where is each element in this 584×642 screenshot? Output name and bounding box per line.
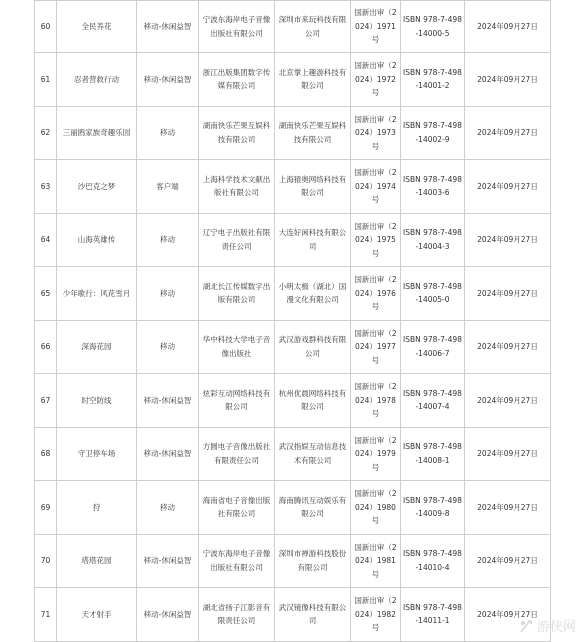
publisher-cell: 宁波东海岸电子音像出版社有限公司 [199, 1, 275, 53]
operator-cell: 北京掌上趣游科技有限公司 [275, 53, 351, 107]
table-row [35, 374, 551, 428]
publisher-cell: 上海科学技术文献出版社有限公司 [199, 160, 275, 214]
game-approval-table [34, 0, 551, 642]
approval-number-cell: 国新出审（2024）1978号 [351, 374, 401, 428]
approval-date-cell: 2024年09月27日 [465, 106, 551, 160]
approval-number-cell: 国新出审（2024）1980号 [351, 481, 401, 535]
approval-date-cell: 2024年09月27日 [465, 267, 551, 321]
approval-date-cell: 2024年09月27日 [465, 588, 551, 642]
game-name-cell: 沙巴克之梦 [57, 160, 137, 214]
isbn-cell: ISBN 978-7-498-14007-4 [401, 374, 465, 428]
table-row [35, 106, 551, 160]
isbn-cell: ISBN 978-7-498-14006-7 [401, 320, 465, 374]
game-category-cell: 移动-休闲益智 [137, 588, 199, 642]
operator-cell: 上海猿奥网络科技有限公司 [275, 160, 351, 214]
row-number-cell: 70 [35, 534, 57, 588]
game-category-cell: 移动 [137, 320, 199, 374]
game-category-cell: 客户端 [137, 160, 199, 214]
publisher-cell: 宁波东海岸电子音像出版社有限公司 [199, 534, 275, 588]
approval-number-cell: 国新出审（2024）1979号 [351, 427, 401, 481]
table-row [35, 160, 551, 214]
row-number-cell: 66 [35, 320, 57, 374]
approval-date-cell: 2024年09月27日 [465, 53, 551, 107]
approval-date-cell: 2024年09月27日 [465, 320, 551, 374]
table-row [35, 267, 551, 321]
row-number-cell: 67 [35, 374, 57, 428]
game-name-cell: 山海英雄传 [57, 213, 137, 267]
publisher-cell: 湖北省扬子江影音有限责任公司 [199, 588, 275, 642]
isbn-cell: ISBN 978-7-498-14009-8 [401, 481, 465, 535]
table-row [35, 213, 551, 267]
publisher-cell: 炫彩互动网络科技有限公司 [199, 374, 275, 428]
game-name-cell: 守卫停车场 [57, 427, 137, 481]
operator-cell: 武汉游戏群科技有限公司 [275, 320, 351, 374]
approval-date-cell: 2024年09月27日 [465, 534, 551, 588]
row-number-cell: 64 [35, 213, 57, 267]
game-category-cell: 移动 [137, 213, 199, 267]
row-number-cell: 69 [35, 481, 57, 535]
isbn-cell: ISBN 978-7-498-14005-0 [401, 267, 465, 321]
row-number-cell: 68 [35, 427, 57, 481]
game-category-cell: 移动-休闲益智 [137, 1, 199, 53]
operator-cell: 湖南快乐芒果互娱科技有限公司 [275, 106, 351, 160]
game-name-cell: 少年歌行：风花雪月 [57, 267, 137, 321]
game-name-cell: 忍者营救行动 [57, 53, 137, 107]
approval-number-cell: 国新出审（2024）1974号 [351, 160, 401, 214]
approval-number-cell: 国新出审（2024）1982号 [351, 588, 401, 642]
game-name-cell: 天才射手 [57, 588, 137, 642]
approval-date-cell: 2024年09月27日 [465, 374, 551, 428]
publisher-cell: 湖北长江传媒数字出版有限公司 [199, 267, 275, 321]
game-name-cell: 狩 [57, 481, 137, 535]
game-name-cell: 深海花园 [57, 320, 137, 374]
isbn-cell: ISBN 978-7-498-14010-4 [401, 534, 465, 588]
game-category-cell: 移动 [137, 267, 199, 321]
row-number-cell: 60 [35, 1, 57, 53]
approval-date-cell: 2024年09月27日 [465, 481, 551, 535]
operator-cell: 大连好闲科技有限公司 [275, 213, 351, 267]
operator-cell: 深圳市禅游科技股份有限公司 [275, 534, 351, 588]
publisher-cell: 湖南快乐芒果互娱科技有限公司 [199, 106, 275, 160]
approval-date-cell: 2024年09月27日 [465, 213, 551, 267]
publisher-cell: 辽宁电子出版社有限责任公司 [199, 213, 275, 267]
isbn-cell: ISBN 978-7-498-14001-2 [401, 53, 465, 107]
operator-cell: 海南腾讯互动娱乐有限公司 [275, 481, 351, 535]
approval-number-cell: 国新出审（2024）1977号 [351, 320, 401, 374]
isbn-cell: ISBN 978-7-498-14003-6 [401, 160, 465, 214]
approval-number-cell: 国新出审（2024）1975号 [351, 213, 401, 267]
site-watermark [518, 616, 576, 635]
approval-number-cell: 国新出审（2024）1972号 [351, 53, 401, 107]
approval-number-cell: 国新出审（2024）1981号 [351, 534, 401, 588]
operator-cell: 武汉镜像科技有限公司 [275, 588, 351, 642]
approval-date-cell: 2024年09月27日 [465, 1, 551, 53]
swordsman-logo-icon [518, 618, 534, 634]
table-row [35, 534, 551, 588]
table-row [35, 481, 551, 535]
game-category-cell: 移动-休闲益智 [137, 374, 199, 428]
game-name-cell: 全民养花 [57, 1, 137, 53]
approval-date-cell: 2024年09月27日 [465, 160, 551, 214]
game-category-cell: 移动-休闲益智 [137, 53, 199, 107]
row-number-cell: 61 [35, 53, 57, 107]
game-category-cell: 移动 [137, 106, 199, 160]
publisher-cell: 方圆电子音像出版社有限责任公司 [199, 427, 275, 481]
approval-date-cell: 2024年09月27日 [465, 427, 551, 481]
publisher-cell: 华中科技大学电子音像出版社 [199, 320, 275, 374]
table-row [35, 427, 551, 481]
operator-cell: 武汉指娱互动信息技术有限公司 [275, 427, 351, 481]
table-row [35, 1, 551, 53]
row-number-cell: 62 [35, 106, 57, 160]
isbn-cell: ISBN 978-7-498-14000-5 [401, 1, 465, 53]
row-number-cell: 65 [35, 267, 57, 321]
table-row [35, 588, 551, 642]
publisher-cell: 浙江出版集团数字传媒有限公司 [199, 53, 275, 107]
isbn-cell: ISBN 978-7-498-14002-9 [401, 106, 465, 160]
approval-number-cell: 国新出审（2024）1976号 [351, 267, 401, 321]
isbn-cell: ISBN 978-7-498-14004-3 [401, 213, 465, 267]
table-row [35, 53, 551, 107]
game-category-cell: 移动-休闲益智 [137, 427, 199, 481]
isbn-cell: ISBN 978-7-498-14011-1 [401, 588, 465, 642]
operator-cell: 杭州优晨网络科技有限公司 [275, 374, 351, 428]
publisher-cell: 海南省电子音像出版社有限公司 [199, 481, 275, 535]
game-name-cell: 三丽鸥家族奇趣乐园 [57, 106, 137, 160]
approval-number-cell: 国新出审（2024）1973号 [351, 106, 401, 160]
operator-cell: 深圳市来玩科技有限公司 [275, 1, 351, 53]
row-number-cell: 63 [35, 160, 57, 214]
table-row [35, 320, 551, 374]
game-category-cell: 移动 [137, 481, 199, 535]
game-name-cell: 时空防线 [57, 374, 137, 428]
row-number-cell: 71 [35, 588, 57, 642]
isbn-cell: ISBN 978-7-498-14008-1 [401, 427, 465, 481]
game-category-cell: 移动-休闲益智 [137, 534, 199, 588]
approval-number-cell: 国新出审（2024）1971号 [351, 1, 401, 53]
operator-cell: 小明太极（湖北）国漫文化有限公司 [275, 267, 351, 321]
watermark-text: 游侠网 [536, 620, 576, 635]
game-name-cell: 塔塔花园 [57, 534, 137, 588]
